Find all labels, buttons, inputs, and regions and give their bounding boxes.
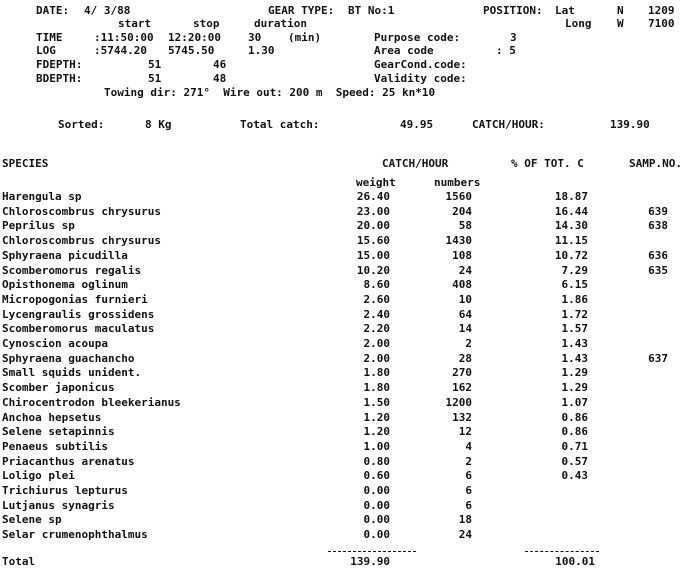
- catch-hour-value: 139.90: [610, 118, 650, 131]
- col-duration-heading: duration: [254, 17, 307, 30]
- weight-value: 1.80: [363, 366, 390, 379]
- percent-value: 16.44: [554, 205, 588, 218]
- percent-value: 0.57: [561, 455, 588, 468]
- weight-value: 15.00: [356, 249, 390, 262]
- time-stop: 12:20:00: [168, 31, 221, 44]
- percent-value: 14.30: [554, 219, 588, 232]
- long-hemisphere: W: [617, 17, 624, 30]
- sample-number-value: 635: [648, 264, 668, 277]
- species-name: Scomberomorus maculatus: [2, 322, 155, 335]
- weight-value: 15.60: [356, 234, 390, 247]
- log-label: LOG: [36, 44, 56, 57]
- species-name: Micropogonias furnieri: [2, 293, 148, 306]
- col-start-heading: start: [118, 17, 152, 30]
- numbers-value: 1430: [445, 234, 472, 247]
- species-name: Chloroscombrus chrysurus: [2, 234, 161, 247]
- species-name: Selar crumenophthalmus: [2, 528, 148, 541]
- towing-info: Towing dir: 271° Wire out: 200 m Speed: 25 kn*10: [104, 86, 436, 99]
- area-code-value: : 5: [496, 44, 516, 57]
- numbers-value: 10: [458, 293, 472, 306]
- area-code-label: Area code: [374, 44, 434, 57]
- total-percent-underline: [525, 551, 599, 552]
- weight-value: 8.60: [363, 278, 390, 291]
- percent-total-header: % OF TOT. C: [511, 157, 584, 170]
- percent-value: 1.72: [561, 308, 588, 321]
- numbers-value: 28: [458, 352, 472, 365]
- weight-value: 2.00: [363, 337, 390, 350]
- percent-value: 1.43: [561, 352, 588, 365]
- numbers-value: 162: [452, 381, 472, 394]
- long-label: Long: [565, 17, 592, 30]
- weight-value: 1.50: [363, 396, 390, 409]
- percent-value: 1.86: [561, 293, 588, 306]
- time-label: TIME: [36, 31, 63, 44]
- species-name: Anchoa hepsetus: [2, 411, 102, 424]
- gearcond-code-label: GearCond.code:: [374, 58, 467, 71]
- sample-number-header: SAMP.NO.: [629, 157, 682, 170]
- species-name: Cynoscion acoupa: [2, 337, 108, 350]
- numbers-value: 24: [458, 264, 472, 277]
- validity-code-label: Validity code:: [374, 72, 467, 85]
- percent-value: 0.71: [561, 440, 588, 453]
- numbers-value: 108: [452, 249, 472, 262]
- numbers-value: 4: [465, 440, 472, 453]
- weight-value: 0.60: [363, 469, 390, 482]
- total-weight: 139.90: [350, 555, 390, 568]
- weight-value: 10.20: [356, 264, 390, 277]
- log-start: :5744.20: [94, 44, 147, 57]
- sorted-label: Sorted:: [58, 118, 105, 131]
- species-name: Small squids unident.: [2, 366, 142, 379]
- percent-value: 1.43: [561, 337, 588, 350]
- weight-value: 1.20: [363, 425, 390, 438]
- numbers-value: 1560: [445, 190, 472, 203]
- sample-number-value: 636: [648, 249, 668, 262]
- species-name: Lycengraulis grossidens: [2, 308, 155, 321]
- weight-value: 23.00: [356, 205, 390, 218]
- numbers-value: 64: [458, 308, 472, 321]
- percent-value: 6.15: [561, 278, 588, 291]
- col-stop-heading: stop: [193, 17, 220, 30]
- weight-value: 2.60: [363, 293, 390, 306]
- total-catch-label: Total catch:: [240, 118, 320, 131]
- species-name: Scomber japonicus: [2, 381, 115, 394]
- species-name: Priacanthus arenatus: [2, 455, 135, 468]
- time-start: :11:50:00: [94, 31, 154, 44]
- total-label: Total: [2, 555, 36, 568]
- lat-hemisphere: N: [617, 4, 624, 17]
- catch-hour-header: CATCH/HOUR: [382, 157, 449, 170]
- numbers-value: 6: [465, 469, 472, 482]
- numbers-value: 204: [452, 205, 472, 218]
- species-name: Chloroscombrus chrysurus: [2, 205, 161, 218]
- percent-value: 1.07: [561, 396, 588, 409]
- percent-value: 0.86: [561, 411, 588, 424]
- species-name: Chirocentrodon bleekerianus: [2, 396, 181, 409]
- species-name: Harengula sp: [2, 190, 82, 203]
- percent-value: 0.43: [561, 469, 588, 482]
- percent-value: 1.29: [561, 366, 588, 379]
- numbers-value: 2: [465, 337, 472, 350]
- sample-number-value: 638: [648, 219, 668, 232]
- sorted-value: 8 Kg: [145, 118, 172, 131]
- numbers-value: 270: [452, 366, 472, 379]
- species-name: Selene sp: [2, 513, 62, 526]
- lat-value: 1209: [648, 4, 675, 17]
- numbers-value: 6: [465, 484, 472, 497]
- purpose-code-value: 3: [510, 31, 517, 44]
- numbers-value: 132: [452, 411, 472, 424]
- species-name: Opisthonema oglinum: [2, 278, 128, 291]
- weight-value: 0.80: [363, 455, 390, 468]
- numbers-value: 408: [452, 278, 472, 291]
- time-duration: 30: [248, 31, 262, 44]
- lat-label: Lat: [555, 4, 575, 17]
- percent-value: 11.15: [554, 234, 588, 247]
- weight-value: 2.40: [363, 308, 390, 321]
- weight-value: 20.00: [356, 219, 390, 232]
- weight-value: 2.00: [363, 352, 390, 365]
- total-catch-value: 49.95: [400, 118, 434, 131]
- weight-value: 0.00: [363, 528, 390, 541]
- numbers-value: 6: [465, 499, 472, 512]
- species-name: Loligo plei: [2, 469, 75, 482]
- species-name: Peprilus sp: [2, 219, 75, 232]
- percent-value: 1.57: [561, 322, 588, 335]
- numbers-value: 12: [458, 425, 472, 438]
- weight-value: 1.20: [363, 411, 390, 424]
- bdepth-label: BDEPTH:: [36, 72, 83, 85]
- species-name: Trichiurus lepturus: [2, 484, 128, 497]
- catch-hour-label: CATCH/HOUR:: [472, 118, 545, 131]
- sample-number-value: 639: [648, 205, 668, 218]
- numbers-header: numbers: [434, 176, 481, 189]
- numbers-value: 58: [458, 219, 472, 232]
- percent-value: 0.86: [561, 425, 588, 438]
- species-name: Sphyraena picudilla: [2, 249, 128, 262]
- numbers-value: 1200: [445, 396, 472, 409]
- fdepth-label: FDEPTH:: [36, 58, 83, 71]
- numbers-value: 2: [465, 455, 472, 468]
- numbers-value: 18: [458, 513, 472, 526]
- date-value: 4/ 3/88: [84, 4, 131, 17]
- gear-type-label: GEAR TYPE:: [268, 4, 335, 17]
- total-percent: 100.01: [555, 555, 595, 568]
- weight-value: 2.20: [363, 322, 390, 335]
- total-weight-underline: [328, 551, 416, 552]
- species-name: Penaeus subtilis: [2, 440, 108, 453]
- weight-value: 1.00: [363, 440, 390, 453]
- fdepth-stop: 46: [213, 58, 227, 71]
- percent-value: 10.72: [554, 249, 588, 262]
- weight-header: weight: [356, 176, 396, 189]
- log-duration: 1.30: [248, 44, 275, 57]
- fdepth-start: 51: [148, 58, 162, 71]
- position-label: POSITION:: [483, 4, 543, 17]
- weight-value: 26.40: [356, 190, 390, 203]
- species-name: Lutjanus synagris: [2, 499, 115, 512]
- species-name: Scomberomorus regalis: [2, 264, 142, 277]
- weight-value: 0.00: [363, 499, 390, 512]
- date-label: DATE:: [36, 4, 70, 17]
- percent-value: 7.29: [561, 264, 588, 277]
- species-name: Selene setapinnis: [2, 425, 115, 438]
- weight-value: 1.80: [363, 381, 390, 394]
- time-unit: (min): [288, 31, 322, 44]
- purpose-code-label: Purpose code:: [374, 31, 461, 44]
- species-name: Sphyraena guachancho: [2, 352, 135, 365]
- percent-value: 18.87: [554, 190, 588, 203]
- log-stop: 5745.50: [168, 44, 215, 57]
- species-header: SPECIES: [2, 157, 49, 170]
- bdepth-stop: 48: [213, 72, 227, 85]
- long-value: 7100: [648, 17, 675, 30]
- weight-value: 0.00: [363, 484, 390, 497]
- weight-value: 0.00: [363, 513, 390, 526]
- bdepth-start: 51: [148, 72, 162, 85]
- sample-number-value: 637: [648, 352, 668, 365]
- numbers-value: 14: [458, 322, 472, 335]
- numbers-value: 24: [458, 528, 472, 541]
- gear-type-value: BT No:1: [348, 4, 395, 17]
- percent-value: 1.29: [561, 381, 588, 394]
